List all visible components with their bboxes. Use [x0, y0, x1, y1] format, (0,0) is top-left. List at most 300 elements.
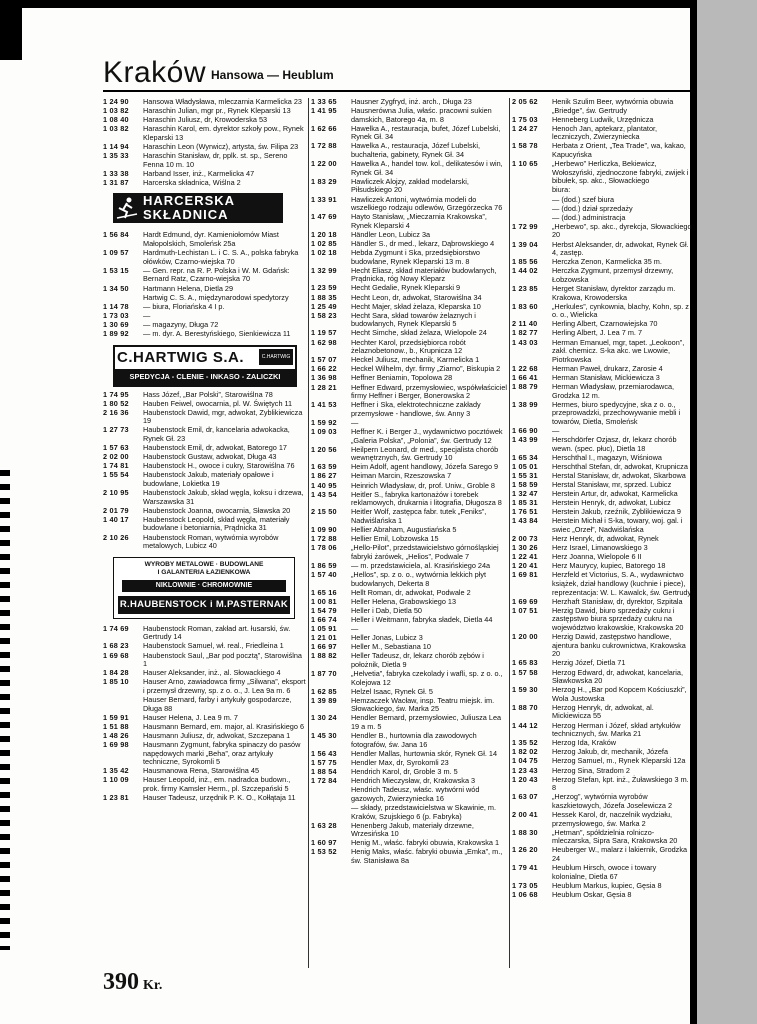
directory-entry — [103, 267, 306, 284]
entry-text: Harcerska składnica, Wiślna 2 — [143, 177, 241, 187]
phone-number: 1 47 69 — [311, 212, 337, 222]
directory-entry — [512, 142, 693, 159]
entry-text: Hardt Edmund, dyr. Kamieniołomów Miast Małopolskich, Smoleńsk 25a — [143, 230, 279, 249]
entry-text: Herling Albert, Czarnowiejska 70 — [552, 319, 658, 329]
phone-number: 1 32 47 — [512, 489, 538, 499]
entry-list-1d — [103, 625, 306, 803]
directory-entry — [311, 688, 507, 697]
entry-text: Hauser Arno, zawiadowca firmy „Silwana”, eksport i przemysł drzewny, sp. z o. o., J. Lea 9a m. 6 — [143, 677, 306, 695]
top-scan-edge — [0, 0, 697, 8]
phone-number: 1 76 51 — [512, 507, 538, 517]
entry-text: Herbst Aleksander, dr, adwokat, Rynek Gł. 4, zastęp. — [552, 239, 689, 258]
entry-list-1a — [103, 98, 306, 187]
entry-text: „Herbewo”, sp. akc., dyrekcja, Słowackiego 20 — [552, 221, 692, 240]
entry-text: Hawelka A., restauracja, Józef Lubelski, buchalteria, gabinety, Rynek Gł. 34 — [351, 141, 480, 160]
directory-entry — [103, 285, 306, 294]
phone-number: 1 43 84 — [512, 516, 538, 526]
directory-entry — [103, 409, 306, 426]
phone-number: 2 00 73 — [512, 534, 538, 544]
directory-entry — [311, 571, 507, 588]
directory-entry — [512, 793, 693, 810]
phone-number: 1 24 27 — [512, 123, 538, 133]
phone-number: 1 62 85 — [311, 686, 337, 696]
phone-number: 1 55 54 — [103, 470, 129, 480]
phone-number: 1 05 91 — [311, 624, 337, 634]
entry-text: Haubenstock Emil, dr, adwokat, Batorego 17 — [143, 443, 287, 453]
entry-text: — — [351, 417, 359, 427]
entry-text: Hawelka A., restauracja, bufet, Józef Lubelski, Rynek Gł. 34 — [351, 123, 501, 142]
phone-number: 1 25 49 — [311, 301, 337, 311]
entry-text: Hendler Mallas, hurtownia skór, Rynek Gł. 14 — [351, 748, 498, 758]
entry-text: Henenberg Jakub, materiały drzewne, Wrzesińska 10 — [351, 820, 474, 839]
entry-text: Hausmanowa Rena, Starowiślna 45 — [143, 766, 260, 776]
phone-number: 1 88 82 — [311, 651, 337, 661]
entry-text: Heiman Marcin, Rzeszowska 7 — [351, 471, 452, 481]
phone-number: 1 62 66 — [311, 123, 337, 133]
entry-text: Hauser Aleksander, inż., al. Słowackiego 4 — [143, 668, 281, 678]
entry-text: Hausmann Juliusz, dr, adwokat, Szczepana 1 — [143, 730, 291, 740]
directory-entry — [512, 303, 693, 320]
entry-text: Händler Leon, Lubicz 3a — [351, 229, 431, 239]
phone-number: 1 14 78 — [103, 301, 129, 311]
directory-entry — [512, 125, 693, 142]
column-2 — [311, 98, 507, 968]
entry-text: Henig M., właśc. fabryki obuwia, Krakowska 1 — [351, 838, 500, 848]
phone-number: 1 59 91 — [103, 712, 129, 722]
entry-text: Haubenstock Emil, dr, kancelaria adwokacka, Rynek Gł. 23 — [143, 425, 290, 444]
entry-text: Herbata z Orient, „Tea Trade”, wa, kakao, Kapucyńska — [552, 141, 686, 160]
entry-text: Hendler Bernard, przemysłowiec, Juliusza Lea 19 a m. 5 — [351, 713, 502, 732]
phone-number: 1 07 51 — [512, 605, 538, 615]
entry-text: — m. dyr. A. Berestyńskiego, Sienkiewicza 11 — [143, 328, 291, 338]
entry-text: Hawliczek Alojzy, zakład modelarski, Piłsudskiego 20 — [351, 176, 469, 195]
directory-entry — [512, 669, 693, 686]
phone-number: 1 58 59 — [512, 480, 538, 490]
phone-number: 1 63 28 — [311, 820, 337, 830]
directory-entry — [512, 776, 693, 793]
phone-number: 2 00 41 — [512, 810, 538, 819]
entry-text: Harband Isser, inż., Karmelicka 47 — [143, 168, 255, 178]
entry-text: Herzog Sina, Stradom 2 — [552, 765, 630, 775]
phone-number: 1 06 68 — [512, 889, 538, 899]
directory-entry — [103, 330, 306, 339]
directory-entry — [311, 848, 507, 865]
phone-number: 1 20 18 — [311, 229, 337, 239]
directory-entry — [311, 472, 507, 481]
phone-number: 1 22 68 — [512, 363, 538, 373]
phone-number: 1 88 30 — [512, 827, 538, 837]
entry-text: — (dod.) dział sprzedaży — [552, 203, 633, 213]
phone-number: 1 33 38 — [103, 168, 129, 178]
directory-entry — [512, 722, 693, 739]
directory-entry — [311, 482, 507, 491]
directory-entry — [311, 544, 507, 561]
entry-text: Herzhaft Stanisław, dr, dyrektor, Szpitala — [552, 596, 683, 606]
entry-text: Heffner Beniamin, Topolowa 28 — [351, 373, 453, 383]
entry-text: Haubenstock Roman, wytwórnia wyrobów metalowych, Lubicz 40 — [143, 532, 279, 551]
ad-haubenstock — [103, 557, 306, 617]
phone-number: 1 66 90 — [512, 425, 538, 435]
directory-entry — [512, 186, 693, 195]
entry-text: Herzog Jakub, dr, mechanik, Józefa — [552, 747, 668, 757]
entry-text: Henneberg Ludwik, Urzędnicza — [552, 114, 654, 124]
phone-number: 1 23 59 — [311, 283, 337, 293]
entry-text: Herman Stanisław, Mickiewicza 3 — [552, 372, 660, 382]
entry-text: Heckel Juliusz, mechanik, Karmelicka 1 — [351, 355, 480, 365]
phone-number: 1 75 03 — [512, 114, 538, 124]
phone-number: 1 03 82 — [103, 124, 129, 134]
directory-entry — [512, 829, 693, 846]
phone-number: 1 72 84 — [311, 776, 337, 786]
phone-number: 1 56 84 — [103, 230, 129, 240]
phone-number: 1 69 81 — [512, 570, 538, 580]
directory-entry — [512, 891, 693, 900]
phone-number: 1 57 75 — [311, 757, 337, 767]
entry-text: Hartmann Helena, Dietla 29 — [143, 283, 234, 293]
directory-entry — [311, 294, 507, 303]
directory-entry — [512, 383, 693, 400]
entry-text: Hausnerówna Julia, właśc. pracowni sukien damskich, Batorego 4a, m. 8 — [351, 106, 492, 124]
directory-entry — [311, 804, 507, 821]
entry-text: — m. przedstawiciela, al. Krasińskiego 24a — [351, 560, 491, 570]
entry-text: Heffner K. i Berger J., wydawnictwo pocztówek „Galeria Polska”, „Polonia”, św. Gertrudy 12 — [351, 426, 503, 445]
phone-number: 1 73 05 — [512, 880, 538, 890]
directory-entry — [311, 339, 507, 356]
phone-number: 1 05 01 — [512, 461, 538, 471]
page-suffix: Kr. — [143, 978, 163, 993]
entry-text: — — [552, 425, 560, 435]
entry-text: Herman Władysław, przemiarodawca, Grodzka 12 m. — [552, 382, 675, 400]
directory-entry — [512, 116, 693, 125]
entry-text: Herstein Michał i S-ka, towary, woj. gal. i swiec „Orzeł”, Nadwiślańska — [552, 516, 683, 534]
directory-entry — [311, 652, 507, 669]
phone-number: 1 73 03 — [103, 310, 129, 320]
entry-text: Haraschin Leon (Wyrwicz), artysta, św. Filipa 23 — [143, 141, 299, 151]
entry-text: Haubenstock Joanna, owocarnia, Sławska 20 — [143, 505, 291, 515]
entry-text: Herstein Artur, dr, adwokat, Karmelicka — [552, 489, 678, 499]
entry-text: Heuberger W., malarz i lakiernik, Grodzka 24 — [552, 845, 688, 863]
entry-text: Herman Paweł, drukarz, Zarosie 4 — [552, 363, 663, 373]
directory-entry — [103, 426, 306, 443]
directory-entry — [311, 142, 507, 159]
entry-list-1c — [103, 391, 306, 551]
entry-text: Herzog Herman i Józef, skład artykułów technicznych, św. Marka 21 — [552, 720, 681, 739]
entry-text: Hausmann Zygmunt, fabryka spinaczy do pasów napędowych marki „Beha”, oraz artykuły techniczne, Syrokomli 5 — [143, 739, 301, 767]
entry-text: Haubenstock Dawid, mgr, adwokat, Zyblikiewicza 19 — [143, 407, 303, 426]
phone-number: 1 04 75 — [512, 756, 538, 766]
binding-holes — [0, 470, 10, 950]
entry-text: Hass Józef, „Bar Polski”, Starowiślna 78 — [143, 389, 273, 399]
phone-number: 1 63 07 — [512, 792, 538, 802]
entry-text: Haraschin Karol, em. dyrektor szkoły pow., Rynek Kleparski 13 — [143, 124, 304, 142]
directory-entry — [512, 285, 693, 302]
phone-number: 1 30 24 — [311, 713, 337, 723]
phone-number: 1 23 81 — [103, 793, 129, 803]
phone-number: 1 62 98 — [311, 337, 337, 347]
entry-text: Heller i Dab, Dietla 50 — [351, 605, 422, 615]
directory-entry — [103, 152, 306, 169]
entry-text: Heller M., Sebastiana 10 — [351, 642, 431, 652]
entry-text: „Herkules”, cynkownia, blachy, Kohn, sp. z o. o., Wielicka — [552, 301, 689, 320]
entry-text: Herzig Dawid, zastępstwo handlowe, ajentura banku cukrownictwa, Krakowska 20 — [552, 632, 686, 659]
phone-number: 1 20 43 — [512, 774, 538, 784]
directory-entry — [311, 786, 507, 803]
phone-number: 1 74 69 — [103, 623, 129, 633]
entry-text: — — [351, 624, 359, 634]
entry-text: Herstal Stanisław, dr, adwokat, Skarbowa — [552, 470, 686, 480]
entry-text: Heilpern Leonard, dr med., specjalista chorób wewnętrznych, św. Gertrudy 10 — [351, 444, 499, 463]
directory-entry — [103, 652, 306, 669]
directory-entry — [103, 294, 306, 303]
directory-entry — [103, 678, 306, 695]
entry-text: Herzfeld et Victorius, S. A., wydawnictwo książek, dział handlowy (kuchnie i piece), reprezentacja: W. L. Kawalck, św. Gertrudy — [552, 570, 692, 597]
phone-number: 1 40 95 — [311, 480, 337, 490]
phone-number: 1 66 74 — [311, 614, 337, 624]
directory-entry — [103, 391, 306, 400]
phone-number: 1 09 90 — [311, 525, 337, 534]
phone-number: 1 86 59 — [311, 560, 337, 570]
entry-text: Heitler S., fabryka kartonażów i torebek reklamowych, drukarnia i litografia, Długosza 8 — [351, 489, 502, 508]
entry-text: Herzog Edward, dr, adwokat, kancelaria, Sławkowska 20 — [552, 667, 684, 686]
directory-entry — [311, 446, 507, 463]
phone-number: 1 38 99 — [512, 399, 538, 409]
entry-text: Hauser Leopold, inż., em. nadradca budown., prok. firmy Kamsler Herm., pl. Szczepański 5 — [143, 775, 291, 793]
phone-number: 1 32 99 — [311, 265, 337, 275]
directory-entry — [103, 489, 306, 506]
phone-number: 1 84 28 — [103, 668, 129, 678]
ad-harcerska-box — [113, 193, 283, 223]
page-margin-gray — [697, 0, 757, 1024]
directory-entry — [103, 303, 306, 312]
directory-entry — [512, 241, 693, 258]
phone-number: 1 28 21 — [311, 382, 337, 392]
directory-entry — [311, 822, 507, 839]
entry-text: — Gen. repr. na R. P. Polska i W. M. Gdańsk: Bernard Ratz, Czarno-wiejska 70 — [143, 265, 290, 284]
column-divider — [308, 98, 309, 968]
phone-number: 1 41 53 — [311, 400, 337, 410]
phone-number: 1 30 69 — [103, 319, 129, 329]
directory-entry — [103, 516, 306, 533]
phone-number: 1 09 03 — [311, 426, 337, 436]
entry-list-3 — [512, 98, 693, 899]
directory-entry — [512, 436, 693, 453]
phone-number: 1 56 43 — [311, 748, 337, 758]
phone-number: 1 54 79 — [311, 605, 337, 615]
entry-text: Herstein Henryk, dr, adwokat, Lubicz — [552, 498, 671, 508]
phone-number: 1 83 29 — [311, 176, 337, 186]
phone-number: 1 68 23 — [103, 641, 129, 651]
entry-text: „Herbewo” Herliczka, Bekiewicz, Wołoszyński, zjednoczone fabryki, zwijek i bibułek, sp. akc., Słowackiego — [552, 159, 689, 186]
entry-text: Hauser Bernard, farby i artykuły gospodarcze, Długa 88 — [143, 695, 292, 713]
entry-text: Haraschin Juliusz, dr, Krowoderska 53 — [143, 115, 268, 125]
entry-text: Hessek Karol, dr, naczelnik wydziału, przemysłowego, św. Marka 2 — [552, 810, 673, 828]
column-1 — [103, 98, 306, 968]
entry-text: Henig Maks, właśc. fabryki obuwia „Emka”, m., św. Stanisława 8a — [351, 847, 503, 865]
entry-text: Henik Szulim Beer, wytwórnia obuwia „Briedge”, św. Gertrudy — [552, 98, 674, 115]
directory-entry — [103, 471, 306, 488]
entry-text: Hauser Tadeusz, urzędnik P. K. O., Kołłątaja 11 — [143, 793, 296, 803]
directory-entry — [311, 697, 507, 714]
directory-entry — [311, 670, 507, 687]
directory-entry — [311, 589, 507, 598]
directory-entry — [311, 732, 507, 749]
phone-number: 1 58 23 — [311, 310, 337, 320]
phone-number: 1 57 63 — [103, 443, 129, 453]
header-rule — [103, 90, 693, 92]
phone-number: 1 44 02 — [512, 266, 538, 276]
phone-number: 1 88 79 — [512, 382, 538, 391]
directory-entry — [311, 508, 507, 525]
page-subtitle: Hansowa — Heublum — [211, 68, 334, 82]
ad-harcerska — [103, 193, 306, 223]
entry-text: Herstein Jakub, rzeźnik, Zyblikiewicza 9 — [552, 507, 681, 517]
phone-number: 1 24 90 — [103, 98, 129, 106]
phone-number: 1 45 30 — [311, 731, 337, 741]
entry-text: — składy, przedstawicielstwa w Skawinie, m. Kraków, Szujskiego 6 (p. Fabryka) — [351, 802, 497, 821]
entry-text: Herzig Dawid, biuro sprzedaży cukru i zastępstwo biura sprzedaży cukru na województwo krakowskie, Krakowska 20 — [552, 605, 684, 633]
entry-text: Hauben Feiwel, owocarnia, pl. W. Świętych 11 — [143, 398, 293, 408]
entry-text: Hayto Stanisław, „Mieczarnia Krakowska”, Rynek Kleparski 4 — [351, 212, 487, 230]
ad-haubenstock-line4: R.HAUBENSTOCK i M.PASTERNAK — [118, 596, 290, 614]
skier-icon — [115, 196, 139, 220]
entry-text: Hauser Helena, J. Lea 9 m. 7 — [143, 712, 238, 722]
directory-entry — [512, 633, 693, 659]
phone-number: 1 35 33 — [103, 151, 129, 161]
column-divider — [509, 98, 510, 968]
phone-number: 1 22 41 — [512, 552, 538, 562]
entry-text: Herzog Ida, Kraków — [552, 738, 617, 748]
phone-number: 1 72 88 — [311, 141, 337, 151]
entry-text: — (dod.) szef biura — [552, 194, 615, 204]
directory-entry — [512, 767, 693, 776]
phone-number: 1 55 31 — [512, 470, 538, 480]
directory-entry — [311, 284, 507, 293]
phone-number: 1 88 54 — [311, 767, 337, 777]
entry-text: Haubenstock Leopold, skład węgla, materiały budowlane i betoniarnia, Prądnicka 31 — [143, 514, 290, 533]
phone-number: 1 88 35 — [311, 292, 337, 302]
phone-number: 1 20 00 — [512, 632, 538, 642]
entry-text: Hecht Gedalie, Rynek Kleparski 9 — [351, 283, 461, 293]
entry-text: Herz Henryk, dr, adwokat, Rynek — [552, 534, 659, 544]
phone-number: 2 16 36 — [103, 407, 129, 417]
directory-entry — [512, 757, 693, 766]
entry-text: Heffner Edward, przemysłowiec, współwłaściciel firmy Heffner i Berger, Bonerowska 2 — [351, 382, 507, 401]
phone-number: 1 88 70 — [512, 702, 538, 712]
entry-text: Hemzaczek Wacław, insp. Teatru miejsk. im. Słowackiego, św. Marka 25 — [351, 695, 495, 714]
phone-number: 1 40 17 — [103, 514, 129, 524]
phone-number: 1 02 18 — [311, 248, 337, 258]
directory-entry — [311, 491, 507, 508]
phone-number: 1 39 04 — [512, 239, 538, 249]
entry-text: Heckel Wilhelm, dyr. firmy „Ziarno”, Biskupia 2 — [351, 364, 501, 374]
entry-text: Heller Tadeusz, dr, lekarz chorób zębów i położnik, Dietla 9 — [351, 651, 484, 669]
entry-text: Hellt Roman, dr, adwokat, Podwale 2 — [351, 587, 471, 597]
entry-text: Haraschin Julian, mgr pr., Rynek Kleparski 13 — [143, 106, 291, 116]
phone-number: 1 10 65 — [512, 159, 538, 169]
phone-number: 1 66 22 — [311, 364, 337, 374]
directory-entry — [311, 213, 507, 230]
phone-number: 1 87 70 — [311, 669, 337, 678]
entry-text: Hecht Eliasz, skład materiałów budowlanych, Prądnicka, róg Nowy Kleparz — [351, 265, 497, 284]
directory-entry — [311, 267, 507, 284]
entry-text: Haubenstock Jakub, materiały opałowe i budowlane, Lokietka 19 — [143, 470, 274, 488]
directory-entry — [311, 303, 507, 312]
phone-number: 1 86 27 — [311, 471, 337, 481]
phone-number: 1 78 06 — [311, 543, 337, 553]
corner-scan-mark — [0, 0, 22, 60]
entry-text: Hermes, biuro spedycyjne, ska z o. o., przeprowadzki, przechowywanie mebli i towarów, Dietla, Smoleńsk — [552, 399, 681, 426]
directory-entry — [311, 384, 507, 401]
phone-number: 1 35 42 — [103, 766, 129, 776]
phone-number: 1 51 88 — [103, 721, 129, 731]
phone-number: 1 35 52 — [512, 738, 538, 748]
directory-entry — [103, 534, 306, 551]
entry-text: Herschthal Stefan, dr, adwokat, Krupnicza — [552, 461, 688, 471]
phone-number: 1 85 10 — [103, 677, 129, 687]
entry-text: „Hetman”, spółdzielnia rolniczo-mleczarska, Sipra Sara, Krakowska 20 — [552, 827, 678, 846]
directory-entry — [512, 571, 693, 597]
directory-entry — [311, 714, 507, 731]
ad-haubenstock-line1: WYROBY METALOWE · BUDOWLANE — [144, 560, 264, 568]
entry-text: „Helvetia”, fabryka czekolady i wafli, sp. z o. o., Kolejowa 12 — [351, 669, 503, 687]
phone-number: 1 59 92 — [311, 417, 337, 427]
directory-entry — [103, 776, 306, 793]
entry-text: Herzog H., „Bar pod Kopcem Kościuszki”, Wola Justowska — [552, 685, 687, 703]
page-footer — [103, 968, 162, 996]
entry-text: Hansowa Władysława, mleczarnia Karmelicka 23 — [143, 98, 302, 106]
phone-number: 2 02 00 — [103, 452, 129, 462]
directory-entry — [512, 160, 693, 186]
directory-entry — [512, 517, 693, 534]
phone-number: 1 14 94 — [103, 141, 129, 151]
entry-text: Herz Israel, Limanowskiego 3 — [552, 543, 648, 553]
phone-number: 1 69 69 — [512, 596, 538, 606]
phone-number: 1 20 41 — [512, 561, 538, 571]
phone-number: 1 21 01 — [311, 633, 337, 643]
entry-text: „Herzog”, wytwórnia wyrobów kaszkietowych, Józefa Joselewicza 2 — [552, 792, 673, 810]
entry-text: Hawelka A., handel tow. kol., delikatesów i win, Rynek Gł. 34 — [351, 159, 503, 177]
directory-entry — [103, 642, 306, 651]
entry-text: Herzog Samuel, m., Rynek Kleparski 12a — [552, 756, 686, 766]
entry-text: Heublum Hirsch, owoce i towary kolonialne, Dietla 67 — [552, 863, 657, 881]
phone-number: 1 74 95 — [103, 389, 129, 399]
entry-text: Herz Joanna, Wielopole 6 II — [552, 552, 642, 562]
entry-text: Herschdörfer Ozjasz, dr, lekarz chorób wewn. (spec. płuc), Dietla 18 — [552, 435, 677, 453]
column-3 — [512, 98, 693, 968]
phone-number: 1 30 26 — [512, 543, 538, 553]
phone-number: 1 82 77 — [512, 328, 538, 338]
entry-text: Hawliczek Antoni, wytwórnia modeli do wszelkiego rodzaju odlewów, Grzegórzecka 76 — [351, 194, 503, 213]
phone-number: 1 48 26 — [103, 730, 129, 740]
entry-text: Heinrich Władysław, dr, prof. Uniw., Groble 8 — [351, 480, 495, 490]
entry-text: Hausmann Bernard, em. major, al. Krasińskiego 6 — [143, 721, 305, 731]
entry-text: Heller Jonas, Lubicz 3 — [351, 633, 423, 643]
phone-number: 1 69 68 — [103, 650, 129, 660]
directory-entry — [311, 401, 507, 418]
phone-number: 1 85 31 — [512, 498, 538, 508]
ad-hartwig-box — [113, 345, 297, 387]
phone-number: 1 57 58 — [512, 667, 538, 677]
entry-text: Hendrich Tadeusz, właśc. wytwórni wód gazowych, Zwierzyniecka 16 — [351, 785, 480, 803]
phone-number: 2 10 26 — [103, 532, 129, 542]
entry-text: Heffner i Ska, elektrotechniczne zakłady przemysłowe - handlowe, św. Anny 3 — [351, 400, 481, 418]
entry-text: Heim Adolf, agent handlowy, Józefa Sarego 9 — [351, 462, 499, 472]
phone-number: 1 33 65 — [311, 98, 337, 106]
phone-number: 1 65 34 — [512, 452, 538, 462]
entry-text: — magazyny, Długa 72 — [143, 319, 219, 329]
directory-entry — [103, 741, 306, 767]
directory-entry — [311, 125, 507, 142]
